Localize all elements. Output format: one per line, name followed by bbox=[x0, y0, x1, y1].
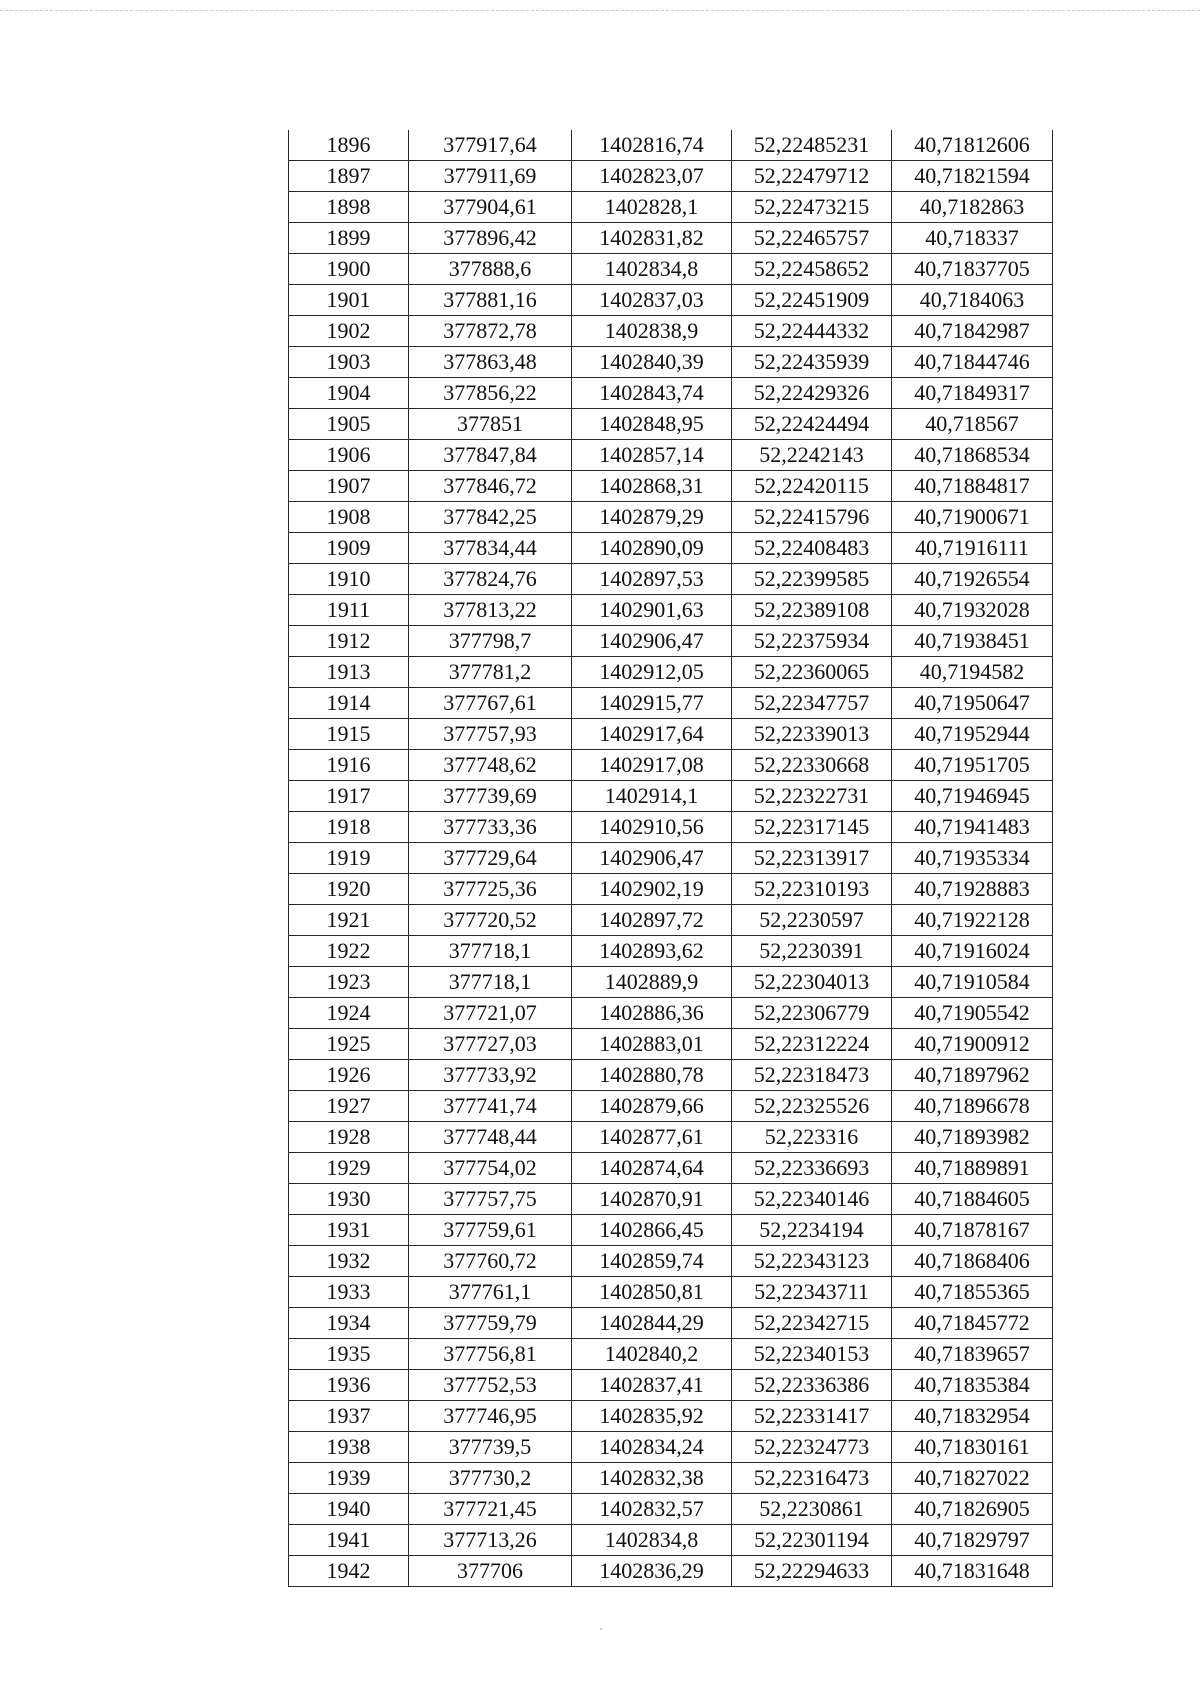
latitude-cell: 52,22336693 bbox=[732, 1153, 892, 1184]
latitude-cell: 52,22301194 bbox=[732, 1525, 892, 1556]
x-coordinate-cell: 377748,44 bbox=[409, 1122, 572, 1153]
x-coordinate-cell: 377834,44 bbox=[409, 533, 572, 564]
x-coordinate-cell: 377730,2 bbox=[409, 1463, 572, 1494]
table-row bbox=[289, 1277, 1053, 1308]
latitude-cell: 52,22312224 bbox=[732, 1029, 892, 1060]
x-coordinate-cell: 377842,25 bbox=[409, 502, 572, 533]
y-coordinate-cell: 1402883,01 bbox=[572, 1029, 732, 1060]
point-number-cell: 1910 bbox=[289, 564, 409, 595]
table-row bbox=[289, 967, 1053, 998]
x-coordinate-cell: 377706 bbox=[409, 1556, 572, 1587]
latitude-cell: 52,22444332 bbox=[732, 316, 892, 347]
latitude-cell: 52,22429326 bbox=[732, 378, 892, 409]
point-number-cell: 1932 bbox=[289, 1246, 409, 1277]
point-number-cell: 1923 bbox=[289, 967, 409, 998]
table-row bbox=[289, 843, 1053, 874]
x-coordinate-cell: 377720,52 bbox=[409, 905, 572, 936]
longitude-cell: 40,71868534 bbox=[892, 440, 1053, 471]
y-coordinate-cell: 1402832,57 bbox=[572, 1494, 732, 1525]
latitude-cell: 52,22330668 bbox=[732, 750, 892, 781]
y-coordinate-cell: 1402857,14 bbox=[572, 440, 732, 471]
x-coordinate-cell: 377911,69 bbox=[409, 161, 572, 192]
table-row bbox=[289, 130, 1053, 161]
x-coordinate-cell: 377759,61 bbox=[409, 1215, 572, 1246]
x-coordinate-cell: 377888,6 bbox=[409, 254, 572, 285]
latitude-cell: 52,22331417 bbox=[732, 1401, 892, 1432]
table-row bbox=[289, 316, 1053, 347]
longitude-cell: 40,71821594 bbox=[892, 161, 1053, 192]
x-coordinate-cell: 377881,16 bbox=[409, 285, 572, 316]
y-coordinate-cell: 1402917,64 bbox=[572, 719, 732, 750]
point-number-cell: 1922 bbox=[289, 936, 409, 967]
x-coordinate-cell: 377781,2 bbox=[409, 657, 572, 688]
point-number-cell: 1929 bbox=[289, 1153, 409, 1184]
y-coordinate-cell: 1402879,66 bbox=[572, 1091, 732, 1122]
y-coordinate-cell: 1402868,31 bbox=[572, 471, 732, 502]
latitude-cell: 52,22294633 bbox=[732, 1556, 892, 1587]
point-number-cell: 1917 bbox=[289, 781, 409, 812]
longitude-cell: 40,71835384 bbox=[892, 1370, 1053, 1401]
table-row bbox=[289, 533, 1053, 564]
point-number-cell: 1896 bbox=[289, 130, 409, 161]
y-coordinate-cell: 1402897,72 bbox=[572, 905, 732, 936]
latitude-cell: 52,22435939 bbox=[732, 347, 892, 378]
point-number-cell: 1913 bbox=[289, 657, 409, 688]
point-number-cell: 1916 bbox=[289, 750, 409, 781]
longitude-cell: 40,71916024 bbox=[892, 936, 1053, 967]
point-number-cell: 1938 bbox=[289, 1432, 409, 1463]
latitude-cell: 52,22458652 bbox=[732, 254, 892, 285]
latitude-cell: 52,22304013 bbox=[732, 967, 892, 998]
longitude-cell: 40,71812606 bbox=[892, 130, 1053, 161]
y-coordinate-cell: 1402836,29 bbox=[572, 1556, 732, 1587]
point-number-cell: 1912 bbox=[289, 626, 409, 657]
y-coordinate-cell: 1402828,1 bbox=[572, 192, 732, 223]
x-coordinate-cell: 377718,1 bbox=[409, 936, 572, 967]
point-number-cell: 1939 bbox=[289, 1463, 409, 1494]
table-row bbox=[289, 564, 1053, 595]
point-number-cell: 1936 bbox=[289, 1370, 409, 1401]
table-row bbox=[289, 1494, 1053, 1525]
latitude-cell: 52,22342715 bbox=[732, 1308, 892, 1339]
y-coordinate-cell: 1402915,77 bbox=[572, 688, 732, 719]
x-coordinate-cell: 377757,93 bbox=[409, 719, 572, 750]
longitude-cell: 40,71928883 bbox=[892, 874, 1053, 905]
y-coordinate-cell: 1402902,19 bbox=[572, 874, 732, 905]
x-coordinate-cell: 377863,48 bbox=[409, 347, 572, 378]
x-coordinate-cell: 377760,72 bbox=[409, 1246, 572, 1277]
longitude-cell: 40,71830161 bbox=[892, 1432, 1053, 1463]
table-row bbox=[289, 998, 1053, 1029]
latitude-cell: 52,22347757 bbox=[732, 688, 892, 719]
latitude-cell: 52,22389108 bbox=[732, 595, 892, 626]
point-number-cell: 1898 bbox=[289, 192, 409, 223]
x-coordinate-cell: 377739,5 bbox=[409, 1432, 572, 1463]
y-coordinate-cell: 1402870,91 bbox=[572, 1184, 732, 1215]
table-row bbox=[289, 1308, 1053, 1339]
x-coordinate-cell: 377733,36 bbox=[409, 812, 572, 843]
longitude-cell: 40,7184063 bbox=[892, 285, 1053, 316]
point-number-cell: 1924 bbox=[289, 998, 409, 1029]
y-coordinate-cell: 1402840,39 bbox=[572, 347, 732, 378]
point-number-cell: 1921 bbox=[289, 905, 409, 936]
latitude-cell: 52,22313917 bbox=[732, 843, 892, 874]
point-number-cell: 1908 bbox=[289, 502, 409, 533]
y-coordinate-cell: 1402912,05 bbox=[572, 657, 732, 688]
x-coordinate-cell: 377748,62 bbox=[409, 750, 572, 781]
longitude-cell: 40,7182863 bbox=[892, 192, 1053, 223]
longitude-cell: 40,71926554 bbox=[892, 564, 1053, 595]
x-coordinate-cell: 377759,79 bbox=[409, 1308, 572, 1339]
table-row bbox=[289, 378, 1053, 409]
latitude-cell: 52,22306779 bbox=[732, 998, 892, 1029]
longitude-cell: 40,71827022 bbox=[892, 1463, 1053, 1494]
x-coordinate-cell: 377872,78 bbox=[409, 316, 572, 347]
y-coordinate-cell: 1402838,9 bbox=[572, 316, 732, 347]
y-coordinate-cell: 1402848,95 bbox=[572, 409, 732, 440]
point-number-cell: 1926 bbox=[289, 1060, 409, 1091]
latitude-cell: 52,22318473 bbox=[732, 1060, 892, 1091]
latitude-cell: 52,22375934 bbox=[732, 626, 892, 657]
latitude-cell: 52,2230597 bbox=[732, 905, 892, 936]
longitude-cell: 40,71832954 bbox=[892, 1401, 1053, 1432]
x-coordinate-cell: 377824,76 bbox=[409, 564, 572, 595]
table-row bbox=[289, 161, 1053, 192]
y-coordinate-cell: 1402843,74 bbox=[572, 378, 732, 409]
point-number-cell: 1900 bbox=[289, 254, 409, 285]
coordinates-table-body bbox=[289, 130, 1053, 1587]
y-coordinate-cell: 1402823,07 bbox=[572, 161, 732, 192]
x-coordinate-cell: 377729,64 bbox=[409, 843, 572, 874]
x-coordinate-cell: 377813,22 bbox=[409, 595, 572, 626]
point-number-cell: 1905 bbox=[289, 409, 409, 440]
latitude-cell: 52,22424494 bbox=[732, 409, 892, 440]
table-row bbox=[289, 1432, 1053, 1463]
longitude-cell: 40,71950647 bbox=[892, 688, 1053, 719]
longitude-cell: 40,71889891 bbox=[892, 1153, 1053, 1184]
latitude-cell: 52,22451909 bbox=[732, 285, 892, 316]
longitude-cell: 40,71935334 bbox=[892, 843, 1053, 874]
x-coordinate-cell: 377846,72 bbox=[409, 471, 572, 502]
point-number-cell: 1911 bbox=[289, 595, 409, 626]
point-number-cell: 1935 bbox=[289, 1339, 409, 1370]
table-row bbox=[289, 1339, 1053, 1370]
point-number-cell: 1940 bbox=[289, 1494, 409, 1525]
table-row bbox=[289, 719, 1053, 750]
point-number-cell: 1928 bbox=[289, 1122, 409, 1153]
latitude-cell: 52,22340146 bbox=[732, 1184, 892, 1215]
longitude-cell: 40,71831648 bbox=[892, 1556, 1053, 1587]
longitude-cell: 40,71855365 bbox=[892, 1277, 1053, 1308]
x-coordinate-cell: 377757,75 bbox=[409, 1184, 572, 1215]
y-coordinate-cell: 1402879,29 bbox=[572, 502, 732, 533]
table-row bbox=[289, 595, 1053, 626]
table-row bbox=[289, 1370, 1053, 1401]
scan-edge-line bbox=[0, 10, 1200, 11]
latitude-cell: 52,22420115 bbox=[732, 471, 892, 502]
longitude-cell: 40,7194582 bbox=[892, 657, 1053, 688]
longitude-cell: 40,71910584 bbox=[892, 967, 1053, 998]
y-coordinate-cell: 1402844,29 bbox=[572, 1308, 732, 1339]
table-row bbox=[289, 254, 1053, 285]
latitude-cell: 52,22322731 bbox=[732, 781, 892, 812]
x-coordinate-cell: 377856,22 bbox=[409, 378, 572, 409]
x-coordinate-cell: 377754,02 bbox=[409, 1153, 572, 1184]
point-number-cell: 1920 bbox=[289, 874, 409, 905]
longitude-cell: 40,71941483 bbox=[892, 812, 1053, 843]
table-row bbox=[289, 192, 1053, 223]
longitude-cell: 40,71844746 bbox=[892, 347, 1053, 378]
scan-speck bbox=[600, 1628, 602, 1630]
y-coordinate-cell: 1402831,82 bbox=[572, 223, 732, 254]
table-row bbox=[289, 1463, 1053, 1494]
x-coordinate-cell: 377756,81 bbox=[409, 1339, 572, 1370]
latitude-cell: 52,22316473 bbox=[732, 1463, 892, 1494]
x-coordinate-cell: 377721,45 bbox=[409, 1494, 572, 1525]
latitude-cell: 52,2234194 bbox=[732, 1215, 892, 1246]
table-row bbox=[289, 440, 1053, 471]
latitude-cell: 52,22408483 bbox=[732, 533, 892, 564]
point-number-cell: 1930 bbox=[289, 1184, 409, 1215]
longitude-cell: 40,718337 bbox=[892, 223, 1053, 254]
y-coordinate-cell: 1402880,78 bbox=[572, 1060, 732, 1091]
latitude-cell: 52,22310193 bbox=[732, 874, 892, 905]
longitude-cell: 40,71845772 bbox=[892, 1308, 1053, 1339]
table-row bbox=[289, 936, 1053, 967]
table-row bbox=[289, 1184, 1053, 1215]
table-row bbox=[289, 657, 1053, 688]
point-number-cell: 1903 bbox=[289, 347, 409, 378]
table-row bbox=[289, 223, 1053, 254]
latitude-cell: 52,22339013 bbox=[732, 719, 892, 750]
latitude-cell: 52,22479712 bbox=[732, 161, 892, 192]
point-number-cell: 1941 bbox=[289, 1525, 409, 1556]
y-coordinate-cell: 1402835,92 bbox=[572, 1401, 732, 1432]
table-row bbox=[289, 874, 1053, 905]
table-row bbox=[289, 812, 1053, 843]
longitude-cell: 40,71946945 bbox=[892, 781, 1053, 812]
table-row bbox=[289, 1029, 1053, 1060]
longitude-cell: 40,71932028 bbox=[892, 595, 1053, 626]
y-coordinate-cell: 1402874,64 bbox=[572, 1153, 732, 1184]
y-coordinate-cell: 1402837,41 bbox=[572, 1370, 732, 1401]
x-coordinate-cell: 377767,61 bbox=[409, 688, 572, 719]
y-coordinate-cell: 1402917,08 bbox=[572, 750, 732, 781]
longitude-cell: 40,71842987 bbox=[892, 316, 1053, 347]
table-row bbox=[289, 781, 1053, 812]
longitude-cell: 40,71826905 bbox=[892, 1494, 1053, 1525]
point-number-cell: 1933 bbox=[289, 1277, 409, 1308]
table-row bbox=[289, 1525, 1053, 1556]
x-coordinate-cell: 377851 bbox=[409, 409, 572, 440]
latitude-cell: 52,22343711 bbox=[732, 1277, 892, 1308]
y-coordinate-cell: 1402889,9 bbox=[572, 967, 732, 998]
point-number-cell: 1904 bbox=[289, 378, 409, 409]
table-row bbox=[289, 1215, 1053, 1246]
point-number-cell: 1897 bbox=[289, 161, 409, 192]
longitude-cell: 40,71878167 bbox=[892, 1215, 1053, 1246]
longitude-cell: 40,71900671 bbox=[892, 502, 1053, 533]
longitude-cell: 40,71951705 bbox=[892, 750, 1053, 781]
point-number-cell: 1925 bbox=[289, 1029, 409, 1060]
y-coordinate-cell: 1402890,09 bbox=[572, 533, 732, 564]
x-coordinate-cell: 377727,03 bbox=[409, 1029, 572, 1060]
table-row bbox=[289, 1122, 1053, 1153]
latitude-cell: 52,22343123 bbox=[732, 1246, 892, 1277]
longitude-cell: 40,718567 bbox=[892, 409, 1053, 440]
point-number-cell: 1915 bbox=[289, 719, 409, 750]
point-number-cell: 1937 bbox=[289, 1401, 409, 1432]
latitude-cell: 52,22340153 bbox=[732, 1339, 892, 1370]
x-coordinate-cell: 377761,1 bbox=[409, 1277, 572, 1308]
y-coordinate-cell: 1402859,74 bbox=[572, 1246, 732, 1277]
y-coordinate-cell: 1402914,1 bbox=[572, 781, 732, 812]
point-number-cell: 1942 bbox=[289, 1556, 409, 1587]
x-coordinate-cell: 377713,26 bbox=[409, 1525, 572, 1556]
longitude-cell: 40,71896678 bbox=[892, 1091, 1053, 1122]
latitude-cell: 52,22485231 bbox=[732, 130, 892, 161]
point-number-cell: 1918 bbox=[289, 812, 409, 843]
x-coordinate-cell: 377721,07 bbox=[409, 998, 572, 1029]
latitude-cell: 52,22324773 bbox=[732, 1432, 892, 1463]
table-row bbox=[289, 905, 1053, 936]
latitude-cell: 52,2230861 bbox=[732, 1494, 892, 1525]
y-coordinate-cell: 1402840,2 bbox=[572, 1339, 732, 1370]
y-coordinate-cell: 1402897,53 bbox=[572, 564, 732, 595]
y-coordinate-cell: 1402901,63 bbox=[572, 595, 732, 626]
table-row bbox=[289, 1246, 1053, 1277]
y-coordinate-cell: 1402834,8 bbox=[572, 254, 732, 285]
latitude-cell: 52,2230391 bbox=[732, 936, 892, 967]
y-coordinate-cell: 1402832,38 bbox=[572, 1463, 732, 1494]
table-row bbox=[289, 1556, 1053, 1587]
point-number-cell: 1909 bbox=[289, 533, 409, 564]
longitude-cell: 40,71900912 bbox=[892, 1029, 1053, 1060]
table-row bbox=[289, 688, 1053, 719]
y-coordinate-cell: 1402850,81 bbox=[572, 1277, 732, 1308]
longitude-cell: 40,71922128 bbox=[892, 905, 1053, 936]
y-coordinate-cell: 1402906,47 bbox=[572, 843, 732, 874]
x-coordinate-cell: 377746,95 bbox=[409, 1401, 572, 1432]
latitude-cell: 52,2242143 bbox=[732, 440, 892, 471]
x-coordinate-cell: 377752,53 bbox=[409, 1370, 572, 1401]
x-coordinate-cell: 377733,92 bbox=[409, 1060, 572, 1091]
longitude-cell: 40,71839657 bbox=[892, 1339, 1053, 1370]
table-row bbox=[289, 1060, 1053, 1091]
table-row bbox=[289, 1401, 1053, 1432]
y-coordinate-cell: 1402910,56 bbox=[572, 812, 732, 843]
latitude-cell: 52,22360065 bbox=[732, 657, 892, 688]
point-number-cell: 1907 bbox=[289, 471, 409, 502]
x-coordinate-cell: 377741,74 bbox=[409, 1091, 572, 1122]
latitude-cell: 52,22465757 bbox=[732, 223, 892, 254]
longitude-cell: 40,71884817 bbox=[892, 471, 1053, 502]
y-coordinate-cell: 1402837,03 bbox=[572, 285, 732, 316]
y-coordinate-cell: 1402816,74 bbox=[572, 130, 732, 161]
longitude-cell: 40,71868406 bbox=[892, 1246, 1053, 1277]
x-coordinate-cell: 377725,36 bbox=[409, 874, 572, 905]
table-row bbox=[289, 750, 1053, 781]
latitude-cell: 52,223316 bbox=[732, 1122, 892, 1153]
y-coordinate-cell: 1402834,8 bbox=[572, 1525, 732, 1556]
point-number-cell: 1901 bbox=[289, 285, 409, 316]
table-row bbox=[289, 502, 1053, 533]
table-row bbox=[289, 409, 1053, 440]
y-coordinate-cell: 1402834,24 bbox=[572, 1432, 732, 1463]
table-row bbox=[289, 626, 1053, 657]
latitude-cell: 52,22325526 bbox=[732, 1091, 892, 1122]
latitude-cell: 52,22336386 bbox=[732, 1370, 892, 1401]
latitude-cell: 52,22399585 bbox=[732, 564, 892, 595]
longitude-cell: 40,71893982 bbox=[892, 1122, 1053, 1153]
longitude-cell: 40,71938451 bbox=[892, 626, 1053, 657]
longitude-cell: 40,71952944 bbox=[892, 719, 1053, 750]
longitude-cell: 40,71905542 bbox=[892, 998, 1053, 1029]
longitude-cell: 40,71837705 bbox=[892, 254, 1053, 285]
latitude-cell: 52,22317145 bbox=[732, 812, 892, 843]
point-number-cell: 1931 bbox=[289, 1215, 409, 1246]
point-number-cell: 1934 bbox=[289, 1308, 409, 1339]
longitude-cell: 40,71849317 bbox=[892, 378, 1053, 409]
table-row bbox=[289, 285, 1053, 316]
point-number-cell: 1919 bbox=[289, 843, 409, 874]
table-row bbox=[289, 347, 1053, 378]
x-coordinate-cell: 377917,64 bbox=[409, 130, 572, 161]
y-coordinate-cell: 1402886,36 bbox=[572, 998, 732, 1029]
x-coordinate-cell: 377798,7 bbox=[409, 626, 572, 657]
table-row bbox=[289, 471, 1053, 502]
longitude-cell: 40,71829797 bbox=[892, 1525, 1053, 1556]
y-coordinate-cell: 1402866,45 bbox=[572, 1215, 732, 1246]
y-coordinate-cell: 1402893,62 bbox=[572, 936, 732, 967]
x-coordinate-cell: 377739,69 bbox=[409, 781, 572, 812]
y-coordinate-cell: 1402906,47 bbox=[572, 626, 732, 657]
table-row bbox=[289, 1091, 1053, 1122]
table-row bbox=[289, 1153, 1053, 1184]
point-number-cell: 1914 bbox=[289, 688, 409, 719]
x-coordinate-cell: 377847,84 bbox=[409, 440, 572, 471]
longitude-cell: 40,71897962 bbox=[892, 1060, 1053, 1091]
point-number-cell: 1902 bbox=[289, 316, 409, 347]
point-number-cell: 1906 bbox=[289, 440, 409, 471]
x-coordinate-cell: 377904,61 bbox=[409, 192, 572, 223]
x-coordinate-cell: 377896,42 bbox=[409, 223, 572, 254]
latitude-cell: 52,22415796 bbox=[732, 502, 892, 533]
latitude-cell: 52,22473215 bbox=[732, 192, 892, 223]
longitude-cell: 40,71884605 bbox=[892, 1184, 1053, 1215]
coordinates-table bbox=[288, 130, 1053, 1587]
longitude-cell: 40,71916111 bbox=[892, 533, 1053, 564]
point-number-cell: 1927 bbox=[289, 1091, 409, 1122]
x-coordinate-cell: 377718,1 bbox=[409, 967, 572, 998]
point-number-cell: 1899 bbox=[289, 223, 409, 254]
y-coordinate-cell: 1402877,61 bbox=[572, 1122, 732, 1153]
